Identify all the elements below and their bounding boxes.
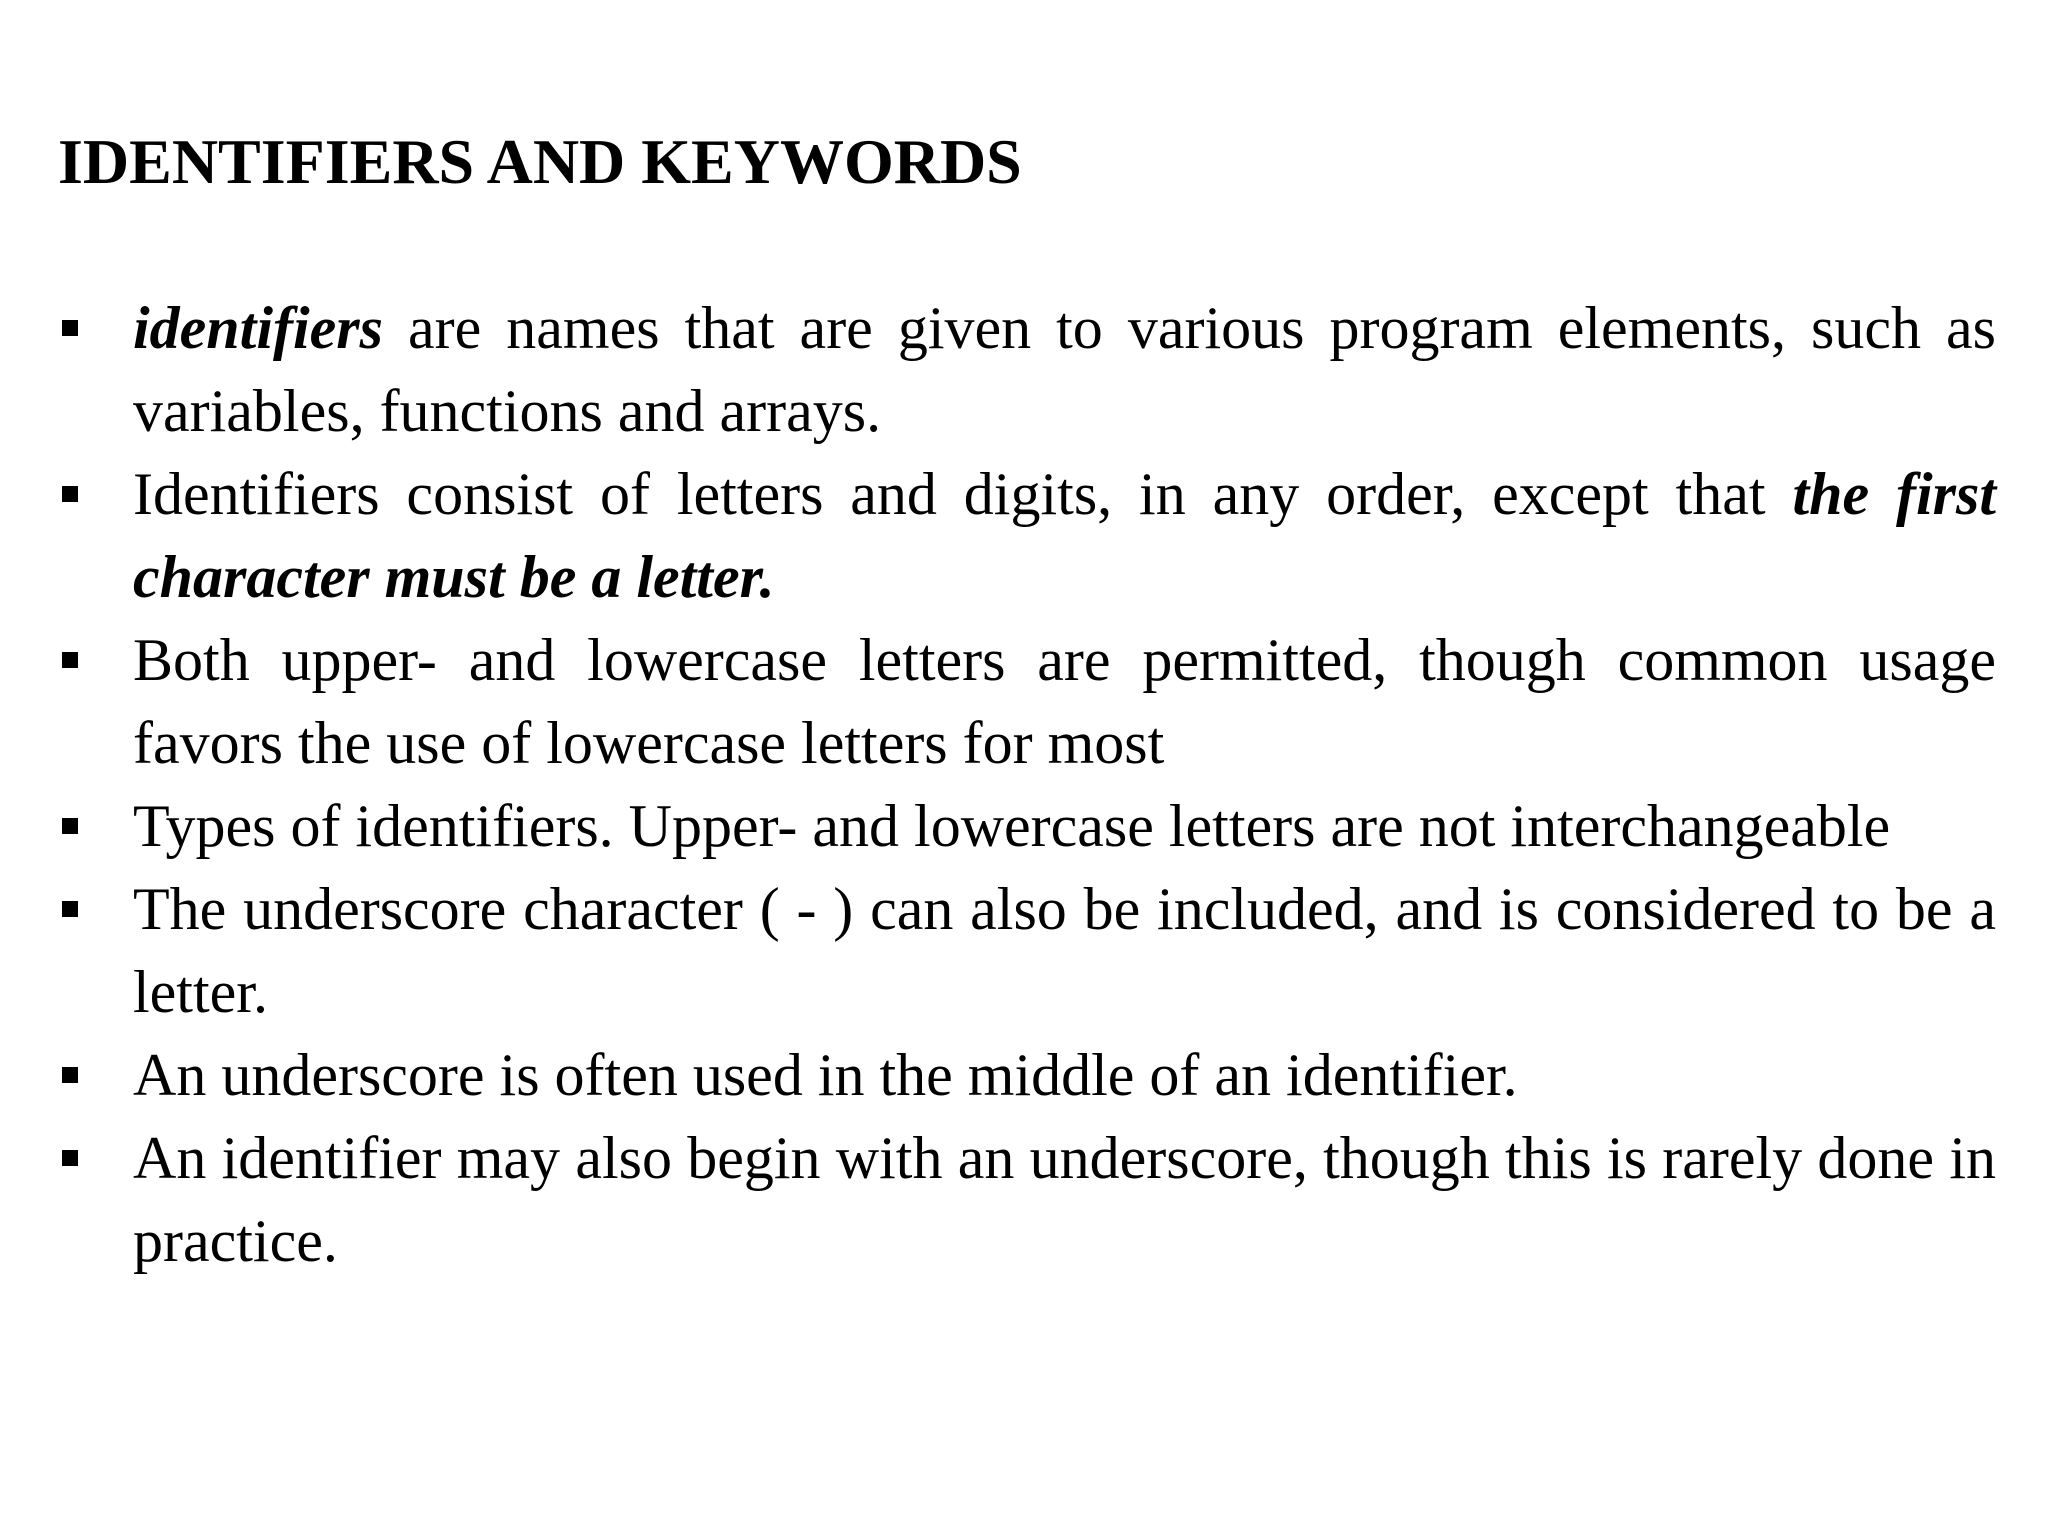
- bullet-text: The underscore character ( - ) can also be included, and is considered to be a letter.: [133, 876, 1996, 1025]
- square-bullet-icon: [62, 818, 78, 834]
- square-bullet-icon: [62, 486, 78, 502]
- bullet-emphasis: the first character must be a letter.: [133, 461, 1996, 610]
- bullet-text: Both upper- and lowercase letters are permitted, though common usage favors the use of lowercase letters for most: [133, 627, 1996, 776]
- bullet-text: Identifiers consist of letters and digits, in any order, except that: [133, 461, 1793, 527]
- bullet-text: are names that are given to various program elements, such as variables, functions and arrays.: [133, 295, 1996, 444]
- bullet-text: Types of identifiers. Upper- and lowercase letters are not interchangeable: [133, 793, 1891, 859]
- bullet-item-identifier-composition: [58, 453, 1996, 619]
- bullet-list: [58, 287, 1996, 1283]
- square-bullet-icon: [62, 320, 78, 336]
- bullet-item-underscore-begin: [58, 1117, 1996, 1283]
- slide-title: IDENTIFIERS AND KEYWORDS: [58, 126, 1022, 197]
- bullet-item-identifiers-definition: [58, 287, 1996, 453]
- bullet-item-underscore-middle: [58, 1034, 1996, 1117]
- bullet-item-underscore-character: [58, 868, 1996, 1034]
- bullet-text: An identifier may also begin with an underscore, though this is rarely done in practice.: [133, 1125, 1996, 1274]
- square-bullet-icon: [62, 1150, 78, 1166]
- bullet-item-letter-case: [58, 619, 1996, 785]
- bullet-item-identifier-types: [58, 785, 1996, 868]
- square-bullet-icon: [62, 652, 78, 668]
- bullet-emphasis: identifiers: [133, 295, 383, 361]
- square-bullet-icon: [62, 1067, 78, 1083]
- bullet-text: An underscore is often used in the middle of an identifier.: [133, 1042, 1518, 1108]
- square-bullet-icon: [62, 901, 78, 917]
